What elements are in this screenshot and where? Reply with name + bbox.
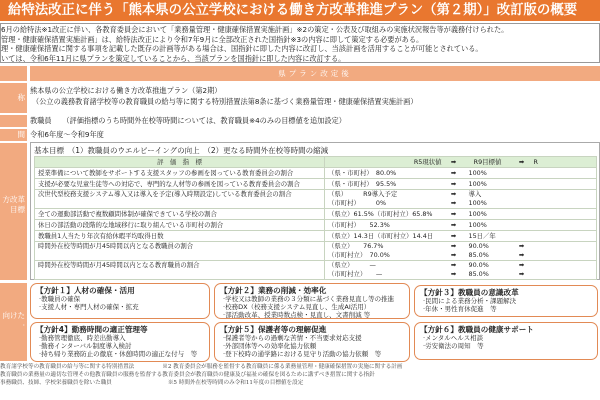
indicator-cell-line: 支援が必要な児童生徒等への対応で、専門的な人材等の参画を図っている教育委員会の割合 [38, 180, 300, 188]
table-row [35, 242, 597, 261]
footnote: 教育職員の業務量の適切な管理その他教育職員の服務を監督する教育委員会が教育職員の健康及び福祉の確保を図るために講ずべき措置に関する指針 [0, 372, 375, 378]
indicator-cell-line: 時間外在校等時間が月45時間以内となる教職員の割合 [38, 242, 194, 250]
policy-title: 【方針２】業務の削減・効率化 [220, 286, 327, 295]
label-policies-line: · [22, 321, 25, 330]
current-value-line: （市町村立） — [328, 270, 383, 278]
arrow-icon [513, 261, 531, 280]
arrow-icon-line: ➡ [518, 251, 525, 259]
target-value-line: 導入 [468, 190, 482, 198]
indicator-cell [35, 209, 325, 220]
arrow-icon-line: ➡ [518, 242, 525, 250]
column-header: 県プラン改定後 [30, 66, 600, 81]
table-row [35, 231, 597, 242]
indicator-cell [35, 242, 325, 261]
r11-value [531, 242, 597, 261]
r11-value [531, 179, 597, 190]
policy-item: ·校務DX（校務支援システム見直し、生成AI活用） [223, 303, 371, 311]
table-header-row [35, 157, 597, 168]
indicator-cell-line: 次世代型校務支援システム導入又は導入を予定(導入時期設定)している教育委員会の割合 [38, 190, 292, 198]
indicator-cell [35, 231, 325, 242]
policy-box [414, 322, 598, 360]
intro-box [0, 23, 600, 63]
target-value-line: 100% [468, 210, 487, 218]
label-name: 称 [0, 83, 27, 113]
current-value-line: （市町村） 0% [328, 199, 387, 207]
col-indicator: 評 価 指 標 [35, 157, 325, 168]
arrow-icon [513, 242, 531, 261]
col-r11: R [531, 157, 597, 168]
target-value [463, 190, 513, 209]
current-value-line: （県・市町村） 80.0% [328, 169, 397, 177]
footnotes [0, 363, 600, 387]
r11-value [531, 220, 597, 231]
target-value-line: 85.0% [468, 251, 489, 259]
target-value [463, 179, 513, 190]
indicator-cell [35, 190, 325, 209]
table-row [35, 179, 597, 190]
col-target: R9目標値 [463, 157, 513, 168]
arrow-icon [445, 220, 463, 231]
intro-line: 管理・健康確保措置実施計画」は、給特法改正により令和7年9月に全部改正された国指針※3の内容に即して策定する必要がある。 [1, 34, 424, 44]
policy-title: 【方針4】勤務時間の適正管理等 [36, 325, 148, 334]
target-value [463, 231, 513, 242]
policy-box [214, 283, 410, 319]
table-row [35, 261, 597, 280]
plan-name-line: 熊本県の公立学校における働き方改革推進プラン（第2期） [30, 86, 222, 95]
r11-value [531, 261, 597, 280]
footnote: 教育諸学校等の教育職員の給与等に関する特別措置法 ※2 教育委員会が服務を監督する教育職員に係る業務量管理・健康確保措置の実施に関する計画 [0, 364, 403, 370]
target-value-line: 100% [468, 199, 487, 207]
indicator-cell-line: 教職員1人当たり年次有給休暇平均取得日数 [38, 232, 164, 240]
arrow-icon: ➡ [445, 157, 463, 168]
policy-item: ·勤務管理徹底、時差出勤導入 [39, 334, 126, 342]
current-value-line: （市町村立） 70.0% [328, 251, 390, 259]
target-value [463, 261, 513, 280]
policy-title: 【方針５】保護者等の理解促進 [220, 325, 327, 334]
col-current-label: R5現状値 [413, 158, 442, 166]
r11-value [531, 190, 597, 209]
policy-item: ·勤務インターバル制度導入検討 [39, 342, 132, 350]
policy-title: 【方針１】人材の確保・活用 [36, 286, 135, 295]
current-value-line: （県・市町村） 95.5% [328, 180, 397, 188]
current-value-line: （県立） — [328, 261, 376, 269]
current-value [325, 179, 445, 190]
policy-title: 【方針６】教職員の健康サポート [420, 325, 534, 334]
target-value-line: 100% [468, 169, 487, 177]
target-value-line: 100% [468, 221, 487, 229]
current-value-line: （県） R9導入予定 [328, 190, 398, 198]
policy-item: ·外部団体等への効率化協力依頼 [223, 342, 317, 350]
label-goals-line: 方改革 [2, 195, 25, 204]
arrow-icon-line: ➡ [450, 251, 457, 259]
intro-line: いては、令和6年11月に県プランを策定していることから、当該プランを国指針に即した内容に改訂する。 [1, 53, 346, 63]
arrow-icon [445, 179, 463, 190]
current-value [325, 220, 445, 231]
arrow-icon-line: ➡ [450, 261, 457, 269]
arrow-icon-line: ➡ [450, 221, 457, 229]
plan-target: 教職員 （評価指標のうち時間外在校等時間については、教育職員※4のみの目標値を追加設定） [30, 116, 346, 125]
policy-item: ·労安衛法の周知 等 [423, 342, 484, 350]
arrow-icon-line: ➡ [450, 210, 457, 218]
label-period: 間 [0, 129, 27, 141]
policy-item: ·教職員の確保 [39, 295, 81, 303]
current-value [325, 190, 445, 209]
current-value [325, 242, 445, 261]
table-row [35, 220, 597, 231]
arrow-icon [445, 242, 463, 261]
target-value-line: 90.0% [468, 242, 489, 250]
policy-item: ·部活動改革、授業時数点検・見直し、文書削減 等 [223, 311, 371, 319]
current-value-line: （市町村） 52.3% [328, 221, 390, 229]
policy-item: ·支援人材・専門人材の確保・拡充 [39, 303, 139, 311]
indicator-cell-line: 授業準備について教師をサポートする支援スタッフの参画を図っている教育委員会の割合 [38, 169, 294, 177]
plan-name-subtitle: （公立の義務教育諸学校等の教育職員の給与等に関する特別措置法第8条に基づく業務量管理・健康確保措置実施計画） [32, 97, 418, 106]
policy-box [414, 285, 598, 317]
arrow-icon-line: ➡ [450, 190, 457, 198]
indicator-cell [35, 168, 325, 179]
current-value-line: （県立） 76.7% [328, 242, 384, 250]
arrow-icon-line: ➡ [450, 199, 457, 207]
arrow-icon-line: ➡ [450, 232, 457, 240]
target-value [463, 220, 513, 231]
policy-item: ·学校又は教師の業務の３分類に基づく業務見直し等の推進 [223, 295, 395, 303]
col-current [325, 157, 445, 168]
label-goals [0, 143, 27, 280]
arrow-icon [513, 190, 531, 209]
current-value-line: （県立）61.5%（市町村立）65.8% [328, 210, 433, 218]
arrow-icon [513, 231, 531, 242]
target-value-line: 15日／年 [468, 232, 496, 240]
indicator-cell-line: 時間外在校等時間が月45時間以内となる教育職員の割合 [38, 261, 200, 269]
arrow-icon-line: ➡ [518, 270, 525, 278]
table-row [35, 168, 597, 179]
arrow-icon [445, 231, 463, 242]
arrow-icon [445, 190, 463, 209]
r11-value [531, 231, 597, 242]
policy-box [30, 322, 210, 362]
label-target [0, 115, 27, 127]
indicator-cell-line: 休日の部活動の段階的な地域移行に取り組んでいる市町村の割合 [38, 221, 224, 229]
policy-box [214, 322, 410, 362]
current-value [325, 261, 445, 280]
current-value [325, 209, 445, 220]
label-policies-line: 向けた [2, 311, 25, 320]
plan-period: 令和6年度〜令和9年度 [30, 130, 104, 139]
policy-item: ·年休・男性育休促進 等 [423, 305, 497, 313]
arrow-icon [445, 168, 463, 179]
policy-item: ·メンタルヘルス相談 [423, 334, 484, 342]
arrow-icon-line: ➡ [450, 180, 457, 188]
target-value-line: 90.0% [468, 261, 489, 269]
arrow-icon [445, 209, 463, 220]
r11-value [531, 168, 597, 179]
current-value [325, 231, 445, 242]
indicator-table [34, 156, 597, 280]
target-value-line: 85.0% [468, 270, 489, 278]
indicator-cell [35, 220, 325, 231]
label-policies [0, 283, 27, 361]
page-title: 給特法改正に伴う「熊本県の公立学校における働き方改革推進プラン（第２期）」改訂版の概要 [0, 0, 600, 21]
policy-box [30, 283, 210, 319]
table-row [35, 190, 597, 209]
goals-panel [30, 142, 600, 280]
policy-item: ·持ち帰り業務防止の徹底・休憩時間の適正な付与 等 [39, 350, 198, 358]
arrow-icon [513, 179, 531, 190]
intro-line: 6月の給特法※1改正に伴い、各教育委員会において「業務量管理・健康確保措置実施計画」※2の策定・公表及び取組みの実施状況報告等が義務付けられた。 [1, 25, 509, 34]
current-value-line: （県立）14.3日（市町村立）14.4日 [328, 232, 434, 240]
plan-name [30, 85, 600, 107]
target-value [463, 209, 513, 220]
indicator-cell-line: 全ての運動部活動で複数顧問体制が確保できている学校の割合 [38, 210, 217, 218]
indicator-cell [35, 179, 325, 190]
target-value-line: 100% [468, 180, 487, 188]
label-goals-line: 目標 [10, 205, 25, 214]
target-value [463, 242, 513, 261]
left-header-cell [0, 66, 27, 81]
arrow-icon [445, 261, 463, 280]
arrow-icon-line: ➡ [518, 261, 525, 269]
current-value [325, 168, 445, 179]
intro-line: 理・健康確保措置に関する事項を記載した既存の計画等がある場合は、国指針に即した内容に改訂し、当該計画を活用することが可能とされている。 [1, 44, 483, 54]
policy-title: 【方針３】教職員の意識改革 [420, 288, 519, 297]
r11-value [531, 209, 597, 220]
arrow-icon-line: ➡ [450, 270, 457, 278]
arrow-icon: ➡ [513, 157, 531, 168]
footnote: 事務職員、技師、学校栄養職員を除いた職員 ※5 時間外在校等時間のみ令和11年度の目標値を設定 [0, 380, 304, 386]
table-row [35, 209, 597, 220]
indicator-cell [35, 261, 325, 280]
arrow-icon-line: ➡ [450, 242, 457, 250]
policy-item: ·民間による業務分析・課題解決 [423, 297, 517, 305]
arrow-icon-line: ➡ [450, 169, 457, 177]
target-value [463, 168, 513, 179]
arrow-icon [513, 220, 531, 231]
arrow-icon [513, 209, 531, 220]
arrow-icon [513, 168, 531, 179]
policy-item: ·登下校時の通学路における見守り活動の協力依頼 等 [223, 350, 382, 358]
policy-item: ·保護者等からの過剰な苦情・不当要求対応支援 [223, 334, 362, 342]
basic-goal: 基本目標 （1）教職員のウエルビーイングの向上 （2）更なる時間外在校等時間の縮減 [34, 146, 329, 155]
